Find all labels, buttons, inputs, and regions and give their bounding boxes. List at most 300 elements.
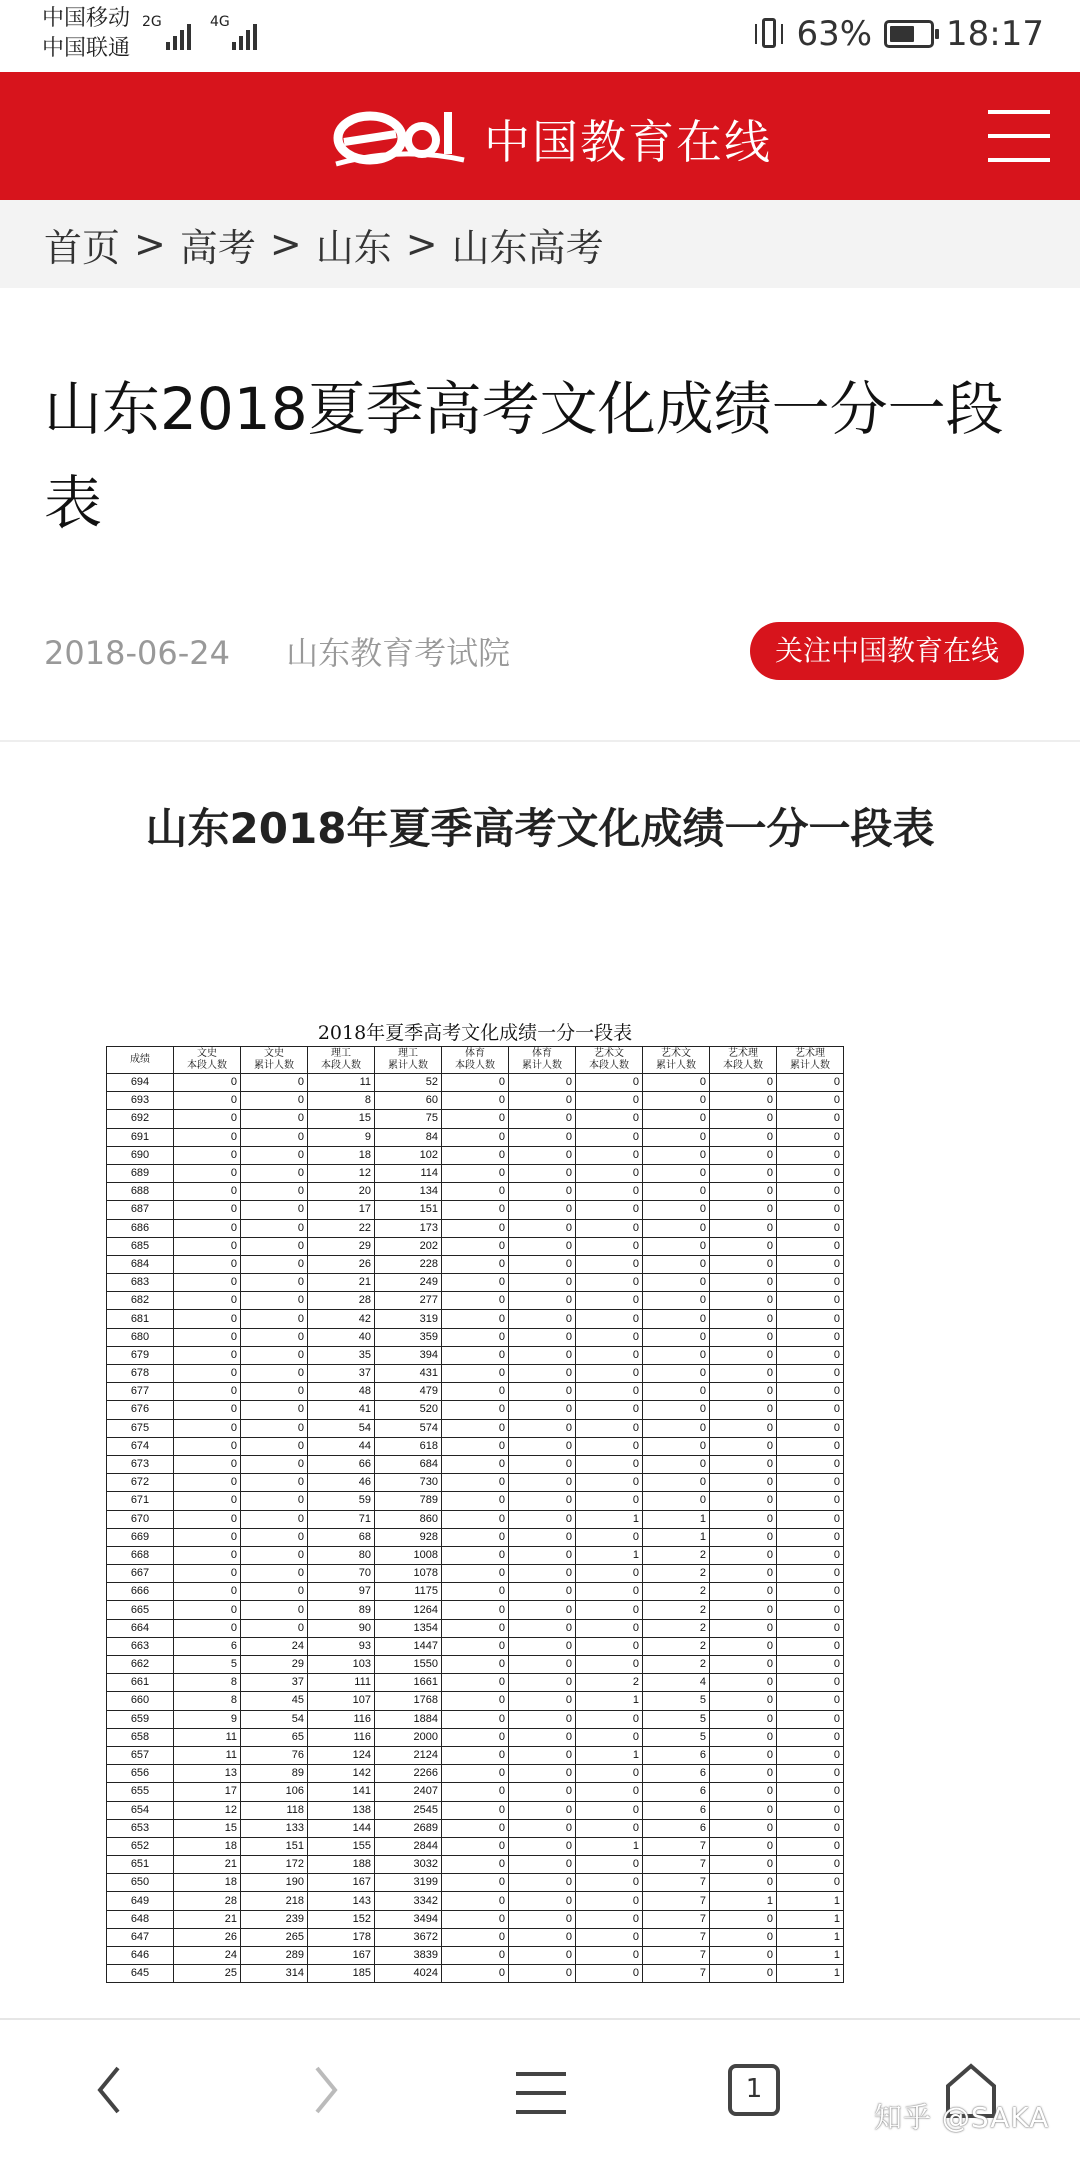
- table-row: [107, 1365, 844, 1383]
- table-header-text: 本段人数: [723, 1060, 763, 1071]
- score-cell: 654: [107, 1801, 174, 1819]
- count-cell: 0: [777, 1710, 844, 1728]
- score-cell: 662: [107, 1656, 174, 1674]
- count-cell: 155: [308, 1837, 375, 1855]
- table-header-cell: [710, 1047, 777, 1074]
- table-row: [107, 1746, 844, 1764]
- table-header-text: 文史: [264, 1048, 284, 1059]
- table-row: [107, 1565, 844, 1583]
- site-name[interactable]: 中国教育在线: [484, 115, 772, 169]
- score-cell: 685: [107, 1237, 174, 1255]
- count-cell: 6: [643, 1801, 710, 1819]
- table-row: [107, 1837, 844, 1855]
- count-cell: 0: [442, 1528, 509, 1546]
- count-cell: 24: [174, 1947, 241, 1965]
- tabs-icon[interactable]: [728, 2064, 780, 2116]
- count-cell: 37: [308, 1365, 375, 1383]
- count-cell: 42: [308, 1310, 375, 1328]
- count-cell: 0: [174, 1437, 241, 1455]
- count-cell: 0: [777, 1819, 844, 1837]
- count-cell: 8: [174, 1674, 241, 1692]
- count-cell: 0: [777, 1565, 844, 1583]
- count-cell: 1008: [375, 1546, 442, 1564]
- count-cell: 97: [308, 1583, 375, 1601]
- follow-button[interactable]: 关注中国教育在线: [750, 622, 1024, 680]
- count-cell: 265: [241, 1928, 308, 1946]
- count-cell: 0: [509, 1328, 576, 1346]
- count-cell: 71: [308, 1510, 375, 1528]
- count-cell: 0: [777, 1128, 844, 1146]
- count-cell: 0: [174, 1419, 241, 1437]
- count-cell: 0: [442, 1928, 509, 1946]
- count-cell: 0: [241, 1437, 308, 1455]
- count-cell: 0: [174, 1237, 241, 1255]
- count-cell: 0: [509, 1637, 576, 1655]
- count-cell: 7: [643, 1892, 710, 1910]
- table-row: [107, 1237, 844, 1255]
- count-cell: 684: [375, 1455, 442, 1473]
- count-cell: 7: [643, 1965, 710, 1983]
- count-cell: 0: [710, 1455, 777, 1473]
- table-header-cell: [509, 1047, 576, 1074]
- table-header-row: [107, 1047, 844, 1074]
- count-cell: 0: [576, 1092, 643, 1110]
- table-row: [107, 1328, 844, 1346]
- count-cell: 7: [643, 1910, 710, 1928]
- count-cell: 116: [308, 1728, 375, 1746]
- count-cell: 89: [308, 1601, 375, 1619]
- score-cell: 683: [107, 1274, 174, 1292]
- count-cell: 228: [375, 1255, 442, 1273]
- count-cell: 0: [241, 1255, 308, 1273]
- count-cell: 0: [241, 1274, 308, 1292]
- count-cell: 0: [576, 1601, 643, 1619]
- count-cell: 21: [174, 1910, 241, 1928]
- count-cell: 7: [643, 1947, 710, 1965]
- count-cell: 167: [308, 1874, 375, 1892]
- count-cell: 2407: [375, 1783, 442, 1801]
- count-cell: 0: [576, 1801, 643, 1819]
- count-cell: 0: [710, 1801, 777, 1819]
- count-cell: 0: [777, 1092, 844, 1110]
- count-cell: 0: [710, 1474, 777, 1492]
- count-cell: 141: [308, 1783, 375, 1801]
- count-cell: 0: [777, 1383, 844, 1401]
- table-caption: 2018年夏季高考文化成绩一分一段表: [317, 1022, 633, 1044]
- count-cell: 0: [643, 1365, 710, 1383]
- table-row: [107, 1783, 844, 1801]
- count-cell: 277: [375, 1292, 442, 1310]
- count-cell: 167: [308, 1947, 375, 1965]
- count-cell: 0: [576, 1565, 643, 1583]
- count-cell: 0: [710, 1492, 777, 1510]
- count-cell: 0: [643, 1328, 710, 1346]
- count-cell: 0: [442, 1146, 509, 1164]
- table-header-cell: [777, 1047, 844, 1074]
- count-cell: 1: [777, 1892, 844, 1910]
- count-cell: 0: [643, 1310, 710, 1328]
- count-cell: 2: [643, 1565, 710, 1583]
- count-cell: 1447: [375, 1637, 442, 1655]
- count-cell: 0: [509, 1146, 576, 1164]
- count-cell: 185: [308, 1965, 375, 1983]
- count-cell: 0: [509, 1656, 576, 1674]
- breadcrumb-separator: >: [134, 222, 166, 266]
- count-cell: 54: [308, 1419, 375, 1437]
- count-cell: 0: [241, 1474, 308, 1492]
- count-cell: 0: [576, 1128, 643, 1146]
- count-cell: 0: [241, 1546, 308, 1564]
- table-header-text: 累计人数: [522, 1060, 562, 1071]
- score-cell: 687: [107, 1201, 174, 1219]
- count-cell: 0: [509, 1437, 576, 1455]
- table-row: [107, 1146, 844, 1164]
- count-cell: 0: [509, 1746, 576, 1764]
- count-cell: 0: [710, 1383, 777, 1401]
- count-cell: 860: [375, 1510, 442, 1528]
- count-cell: 12: [174, 1801, 241, 1819]
- score-cell: 688: [107, 1183, 174, 1201]
- count-cell: 928: [375, 1528, 442, 1546]
- score-cell: 686: [107, 1219, 174, 1237]
- count-cell: 138: [308, 1801, 375, 1819]
- count-cell: 46: [308, 1474, 375, 1492]
- count-cell: 188: [308, 1856, 375, 1874]
- count-cell: 520: [375, 1401, 442, 1419]
- count-cell: 0: [241, 1183, 308, 1201]
- count-cell: 59: [308, 1492, 375, 1510]
- watermark: 知乎 @SAKA: [874, 2101, 1050, 2134]
- count-cell: 0: [174, 1583, 241, 1601]
- count-cell: 0: [174, 1474, 241, 1492]
- article-source: 山东教育考试院: [286, 634, 511, 672]
- score-cell: 675: [107, 1419, 174, 1437]
- count-cell: 0: [442, 1892, 509, 1910]
- breadcrumb-shandong-gaokao[interactable]: 山东高考: [451, 225, 604, 270]
- count-cell: 0: [442, 1546, 509, 1564]
- count-cell: 2: [643, 1546, 710, 1564]
- count-cell: 0: [442, 1619, 509, 1637]
- count-cell: 0: [509, 1346, 576, 1364]
- status-bar: [0, 0, 1080, 72]
- table-row: [107, 1728, 844, 1746]
- count-cell: 75: [375, 1110, 442, 1128]
- count-cell: 2545: [375, 1801, 442, 1819]
- count-cell: 0: [643, 1474, 710, 1492]
- count-cell: 0: [710, 1928, 777, 1946]
- count-cell: 0: [576, 1437, 643, 1455]
- count-cell: 0: [710, 1546, 777, 1564]
- count-cell: 0: [241, 1601, 308, 1619]
- table-header-cell: [107, 1047, 174, 1074]
- count-cell: 0: [241, 1619, 308, 1637]
- count-cell: 0: [509, 1365, 576, 1383]
- article-title: 山东2018夏季高考文化成绩一分一段表: [44, 375, 1004, 537]
- count-cell: 0: [710, 1819, 777, 1837]
- count-cell: 0: [777, 1328, 844, 1346]
- count-cell: 0: [174, 1328, 241, 1346]
- score-cell: 649: [107, 1892, 174, 1910]
- count-cell: 7: [643, 1856, 710, 1874]
- count-cell: 0: [576, 1455, 643, 1473]
- count-cell: 0: [710, 1601, 777, 1619]
- table-header-text: 艺术理: [728, 1048, 758, 1059]
- count-cell: 0: [174, 1183, 241, 1201]
- count-cell: 0: [442, 1310, 509, 1328]
- table-header-text: 本段人数: [321, 1060, 361, 1071]
- count-cell: 314: [241, 1965, 308, 1983]
- count-cell: 0: [777, 1346, 844, 1364]
- browser-bottom-nav: [0, 2018, 1080, 2162]
- count-cell: 0: [509, 1074, 576, 1092]
- count-cell: 0: [509, 1128, 576, 1146]
- count-cell: 1: [576, 1546, 643, 1564]
- count-cell: 0: [576, 1819, 643, 1837]
- count-cell: 0: [241, 1292, 308, 1310]
- count-cell: 0: [174, 1401, 241, 1419]
- table-header-cell: [308, 1047, 375, 1074]
- count-cell: 0: [442, 1183, 509, 1201]
- table-header-text: 文史: [197, 1048, 217, 1059]
- count-cell: 0: [576, 1074, 643, 1092]
- count-cell: 0: [442, 1365, 509, 1383]
- breadcrumb-shandong[interactable]: 山东: [315, 225, 392, 270]
- table-row: [107, 1383, 844, 1401]
- count-cell: 0: [442, 1728, 509, 1746]
- count-cell: 0: [777, 1692, 844, 1710]
- count-cell: 142: [308, 1765, 375, 1783]
- breadcrumb-gaokao[interactable]: 高考: [179, 225, 256, 270]
- count-cell: 0: [509, 1292, 576, 1310]
- table-header-text: 本段人数: [455, 1060, 495, 1071]
- count-cell: 0: [710, 1692, 777, 1710]
- count-cell: 106: [241, 1783, 308, 1801]
- count-cell: 9: [308, 1128, 375, 1146]
- count-cell: 0: [576, 1765, 643, 1783]
- count-cell: 0: [777, 1674, 844, 1692]
- count-cell: 28: [174, 1892, 241, 1910]
- count-cell: 0: [777, 1528, 844, 1546]
- count-cell: 151: [241, 1837, 308, 1855]
- count-cell: 0: [777, 1656, 844, 1674]
- count-cell: 0: [174, 1619, 241, 1637]
- count-cell: 0: [509, 1601, 576, 1619]
- count-cell: 0: [710, 1219, 777, 1237]
- count-cell: 0: [241, 1510, 308, 1528]
- count-cell: 0: [643, 1092, 710, 1110]
- count-cell: 17: [308, 1201, 375, 1219]
- count-cell: 0: [442, 1274, 509, 1292]
- count-cell: 0: [710, 1292, 777, 1310]
- count-cell: 0: [241, 1565, 308, 1583]
- score-cell: 671: [107, 1492, 174, 1510]
- count-cell: 0: [576, 1710, 643, 1728]
- count-cell: 0: [442, 1783, 509, 1801]
- count-cell: 2: [643, 1583, 710, 1601]
- count-cell: 0: [710, 1164, 777, 1182]
- tab-count: 1: [745, 2074, 763, 2104]
- count-cell: 0: [710, 1674, 777, 1692]
- count-cell: 0: [509, 1765, 576, 1783]
- table-header-text: 累计人数: [790, 1060, 830, 1071]
- forward-icon[interactable]: [305, 2060, 345, 2120]
- table-row: [107, 1601, 844, 1619]
- count-cell: 0: [442, 1837, 509, 1855]
- count-cell: 0: [777, 1292, 844, 1310]
- carrier-1: 中国移动: [42, 6, 131, 31]
- table-row: [107, 1947, 844, 1965]
- count-cell: 2: [643, 1656, 710, 1674]
- count-cell: 0: [576, 1419, 643, 1437]
- table-header-cell: [643, 1047, 710, 1074]
- breadcrumb-home[interactable]: 首页: [44, 225, 121, 270]
- count-cell: 0: [777, 1310, 844, 1328]
- count-cell: 26: [308, 1255, 375, 1273]
- count-cell: 0: [576, 1965, 643, 1983]
- score-cell: 694: [107, 1074, 174, 1092]
- count-cell: 41: [308, 1401, 375, 1419]
- count-cell: 0: [710, 1437, 777, 1455]
- score-cell: 652: [107, 1837, 174, 1855]
- table-row: [107, 1856, 844, 1874]
- score-table: [106, 1046, 844, 1983]
- count-cell: 0: [777, 1146, 844, 1164]
- count-cell: 0: [643, 1401, 710, 1419]
- count-cell: 0: [509, 1583, 576, 1601]
- battery-percent: 63%: [796, 14, 873, 54]
- count-cell: 574: [375, 1419, 442, 1437]
- count-cell: 0: [509, 1419, 576, 1437]
- count-cell: 0: [442, 1856, 509, 1874]
- count-cell: 0: [241, 1237, 308, 1255]
- score-table-image: [106, 1020, 844, 1983]
- count-cell: 0: [576, 1928, 643, 1946]
- score-cell: 674: [107, 1437, 174, 1455]
- count-cell: 0: [174, 1146, 241, 1164]
- count-cell: 1: [777, 1965, 844, 1983]
- count-cell: 618: [375, 1437, 442, 1455]
- count-cell: 0: [777, 1801, 844, 1819]
- eol-logo-icon[interactable]: [330, 98, 470, 172]
- count-cell: 0: [710, 1783, 777, 1801]
- count-cell: 37: [241, 1674, 308, 1692]
- menu-icon[interactable]: [516, 2072, 566, 2114]
- count-cell: 0: [442, 1401, 509, 1419]
- count-cell: 190: [241, 1874, 308, 1892]
- count-cell: 0: [509, 1528, 576, 1546]
- count-cell: 26: [174, 1928, 241, 1946]
- count-cell: 0: [576, 1492, 643, 1510]
- carrier-2: 中国联通: [42, 36, 131, 61]
- table-row: [107, 1164, 844, 1182]
- count-cell: 0: [710, 1110, 777, 1128]
- count-cell: 66: [308, 1455, 375, 1473]
- table-row: [107, 1510, 844, 1528]
- count-cell: 479: [375, 1383, 442, 1401]
- count-cell: 1: [777, 1947, 844, 1965]
- count-cell: 0: [174, 1092, 241, 1110]
- count-cell: 0: [241, 1092, 308, 1110]
- count-cell: 0: [241, 1346, 308, 1364]
- count-cell: 0: [576, 1947, 643, 1965]
- count-cell: 68: [308, 1528, 375, 1546]
- count-cell: 0: [442, 1219, 509, 1237]
- count-cell: 0: [576, 1310, 643, 1328]
- count-cell: 18: [308, 1146, 375, 1164]
- count-cell: 0: [174, 1074, 241, 1092]
- count-cell: 0: [442, 1746, 509, 1764]
- back-icon[interactable]: [90, 2060, 130, 2120]
- count-cell: 0: [576, 1237, 643, 1255]
- count-cell: 0: [442, 1710, 509, 1728]
- count-cell: 0: [710, 1656, 777, 1674]
- count-cell: 0: [442, 1328, 509, 1346]
- count-cell: 0: [509, 1201, 576, 1219]
- count-cell: 0: [576, 1110, 643, 1128]
- count-cell: 15: [308, 1110, 375, 1128]
- count-cell: 0: [509, 1183, 576, 1201]
- count-cell: 0: [576, 1346, 643, 1364]
- count-cell: 0: [241, 1492, 308, 1510]
- count-cell: 0: [710, 1510, 777, 1528]
- count-cell: 1: [576, 1746, 643, 1764]
- score-cell: 653: [107, 1819, 174, 1837]
- count-cell: 21: [174, 1856, 241, 1874]
- count-cell: 18: [174, 1874, 241, 1892]
- count-cell: 0: [643, 1255, 710, 1273]
- count-cell: 12: [308, 1164, 375, 1182]
- count-cell: 2: [576, 1674, 643, 1692]
- count-cell: 0: [241, 1383, 308, 1401]
- count-cell: 0: [174, 1546, 241, 1564]
- count-cell: 218: [241, 1892, 308, 1910]
- table-header-cell: [442, 1047, 509, 1074]
- hamburger-menu-icon[interactable]: [988, 110, 1050, 162]
- count-cell: 28: [308, 1292, 375, 1310]
- count-cell: 0: [777, 1637, 844, 1655]
- count-cell: 0: [174, 1292, 241, 1310]
- count-cell: 0: [576, 1583, 643, 1601]
- score-cell: 682: [107, 1292, 174, 1310]
- count-cell: 0: [241, 1201, 308, 1219]
- count-cell: 0: [643, 1183, 710, 1201]
- count-cell: 0: [710, 1310, 777, 1328]
- count-cell: 6: [174, 1637, 241, 1655]
- table-header-text: 理工: [331, 1048, 351, 1059]
- count-cell: 0: [777, 1455, 844, 1473]
- table-header-cell: [375, 1047, 442, 1074]
- count-cell: 0: [174, 1528, 241, 1546]
- breadcrumb-separator: >: [405, 222, 438, 266]
- count-cell: 0: [710, 1728, 777, 1746]
- count-cell: 2000: [375, 1728, 442, 1746]
- count-cell: 0: [509, 1510, 576, 1528]
- count-cell: 0: [777, 1546, 844, 1564]
- count-cell: 0: [509, 1692, 576, 1710]
- count-cell: 0: [576, 1874, 643, 1892]
- score-cell: 684: [107, 1255, 174, 1273]
- count-cell: 0: [576, 1183, 643, 1201]
- score-cell: 678: [107, 1365, 174, 1383]
- count-cell: 178: [308, 1928, 375, 1946]
- network-type-2: 4G: [210, 14, 230, 30]
- count-cell: 1354: [375, 1619, 442, 1637]
- count-cell: 8: [174, 1692, 241, 1710]
- table-row: [107, 1310, 844, 1328]
- count-cell: 0: [710, 1274, 777, 1292]
- site-header: [0, 72, 1080, 200]
- count-cell: 0: [174, 1510, 241, 1528]
